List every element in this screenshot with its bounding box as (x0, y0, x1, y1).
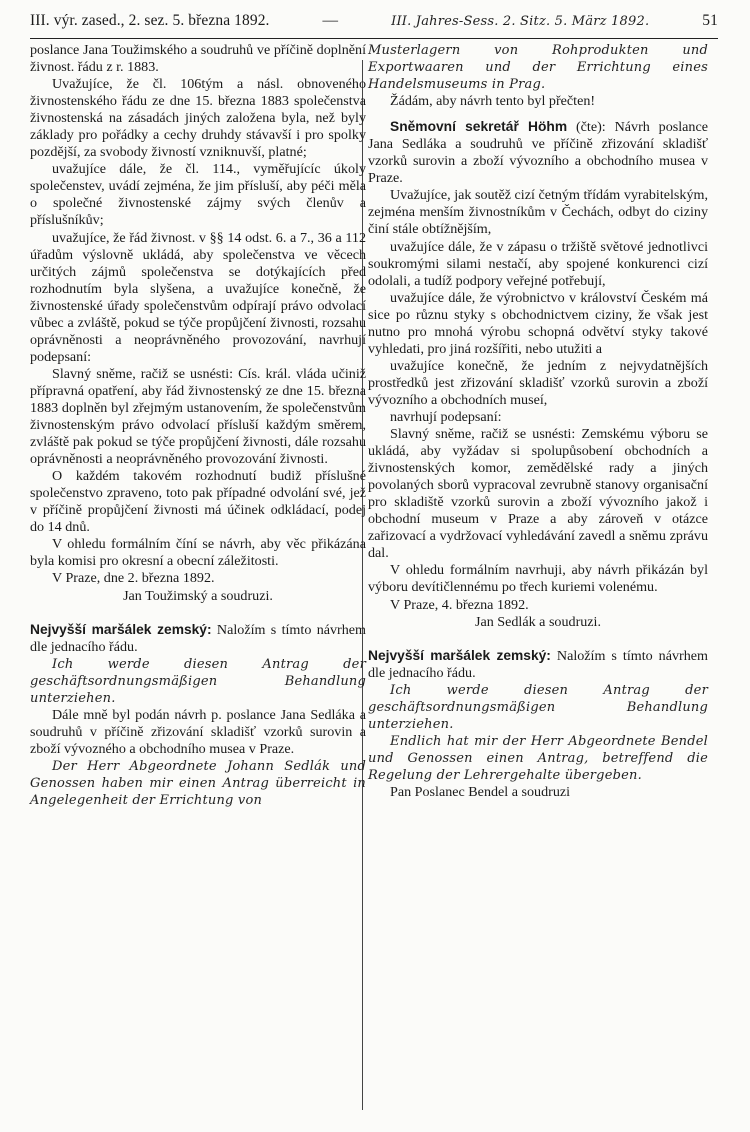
paragraph: uvažujíce dále, že výrobnictvo v království Českém má sice po různu styky s obchodnictvem ciziny, že však jest nutno pro mnohá výrobu schopná odvětví styky takové vyhledati, pro jiná rozšířiti, nebo utužiti a (368, 289, 708, 357)
paragraph: poslance Jana Toužimského a soudruhů ve příčině doplnění živnost. řádu z r. 1883. (30, 42, 366, 76)
signature: Jan Sedlák a soudruzi. (474, 613, 602, 630)
header-dash: — (322, 12, 339, 29)
paragraph: Slavný sněme, račiž se usnésti: Zemskému výboru se ukládá, aby vyžádav si spolupůsobení obchodních a živnostenských komor, zemědělské rady a jiných povolaných sborů vypracoval zevrubně stanovy organisační pro skladiště vzorků surovin a zboží vývozního jakož i obchodní museum v Praze a aby zároveň v otázce zařizovací a vydržovací vyhledávání zavedl a sněmu zprávu dal. (368, 426, 708, 562)
paragraph: Uvažujíce, jak soutěž cizí četným třídám vyrabitelským, zejména menším živnostníkům v Čechách, odbyt do ciziny činí stále obtížnějším, (368, 187, 708, 238)
paragraph: uvažujíce dále, že v zápasu o tržiště světové jednotlivci soukromými silami nestačí, aby spojené konkurenci cizí odolali, a tudíž podpory veřejné potřebují, (368, 238, 708, 289)
speech-text: Naložím s tímto návrhem dle jednacího řádu. (30, 621, 367, 655)
right-column (368, 42, 708, 801)
header-czech: III. výr. zased., 2. sez. 5. března 1892. (30, 12, 270, 29)
date-line: V Praze, 4. března 1892. (390, 596, 529, 613)
paragraph: V ohledu formálním číní se návrh, aby věc přikázána byla komisi pro okresní a obecní záležitosti. (30, 536, 366, 570)
paragraph: O každém takovém rozhodnutí budiž příslušné společenstvo zpraveno, toto pak případné odvolání své, jež v příčině propůjčení živnosti má účinek odkládací, podej do 14 dnů. (30, 468, 366, 536)
german-paragraph: Der Herr Abgeordnete Johann Sedlák und Genossen haben mir einen Antrag überreicht in Angelegenheit der Errichtung von (30, 758, 366, 809)
signature: Jan Toužimský a soudruzi. (123, 587, 273, 604)
speaker-name: Sněmovní sekretář Höhm (390, 119, 568, 135)
paragraph: Žádám, aby návrh tento byl přečten! (390, 93, 596, 110)
speaker-paragraph (30, 621, 366, 656)
page-number: 51 (702, 12, 718, 29)
speaker-paragraph (368, 118, 708, 187)
paragraph: Pan Poslanec Bendel a soudruzi (390, 783, 571, 800)
german-paragraph: Ich werde diesen Antrag der geschäftsordnungsmäßigen Behandlung unterziehen. (30, 656, 366, 706)
paragraph: Uvažujíce, že čl. 106tým a násl. obnoveného živnostenského řádu ze dne 15. března 1883 společenstva živnostenská na zásadách jiných založena byla, než byly základy pro pořádky a cechy druhdy stávavší i pro spolky pozdější, za svobody živností vzniknuvší, platné; (30, 76, 366, 161)
header-german: III. Jahres-Sess. 2. Sitz. 5. März 1892. (391, 14, 650, 29)
speech-text: (čte): Návrh poslance Jana Sedláka a soudruhů ve příčině zřizování skladišť vzorků surovin a zboží vývozního a obchodního musea v Praze. (368, 119, 708, 187)
paragraph: uvažujíce konečně, že jedním z nejvydatnějších prostředků jest zřizování skladišť vzorků surovin a zboží vývozního a obchodních museí, (368, 357, 708, 408)
date-line: V Praze, dne 2. března 1892. (52, 570, 215, 587)
page-header (30, 12, 718, 39)
left-column (30, 42, 366, 809)
speaker-paragraph (368, 647, 708, 682)
paragraph: navrhují podepsaní: (390, 408, 502, 425)
german-paragraph: Ich werde diesen Antrag der geschäftsordnungsmäßigen Behandlung unterziehen. (368, 682, 708, 732)
paragraph: Slavný sněme, račiž se usnésti: Cís. král. vláda učiniž přípravná opatření, aby řád živnostenský ze dne 15. března 1883 doplněn byl zřejmým ustanovením, že společenstvům živnostenským právo odvolací přísluší každým směrem, zvláště pak pokud se týče propůjčení živnosti, dále rozsahu oprávněnosti a neoprávněného provozování živnosti. (30, 365, 366, 468)
paragraph: V ohledu formálním navrhuji, aby návrh přikázán byl výboru devítičlennému po třech kuriemi volenému. (368, 562, 708, 596)
paragraph: Dále mně byl podán návrh p. poslance Jana Sedláka a soudruhů v příčině zřizování skladišť vzorků surovin a zboží vývozného a obchodního musea v Praze. (30, 706, 366, 757)
paragraph: uvažujíce dále, že čl. 114., vyměřujícíc úkoly společenstev, uvádí zejména, že jim přísluší, aby péči měla o společné živnostenské zájmy svých členův a příslušníkův; (30, 161, 366, 229)
speaker-name: Nejvyšší maršálek zemský: (368, 647, 551, 663)
speaker-name: Nejvyšší maršálek zemský: (30, 621, 212, 637)
german-paragraph: Musterlagern von Rohprodukten und Exportwaaren und der Errichtung eines Handelsmuseums in Prag. (368, 43, 708, 93)
paragraph: uvažujíce, že řád živnost. v §§ 14 odst. 6. a 7., 36 a 112 úřadům výslovně ukládá, aby společenstva ve věcech určitých zájmů společenstva se dotýkajících před rozhodnutím byla slyšena, a uvažujíce konečně, že živnostenské úřady společenstvům odpírají právo odvolací vůbec a zvláště, pokud se týče propůjčení živnosti, rozsahu oprávněnosti a neoprávněného provozování, navrhují podepsaní: (30, 229, 366, 365)
german-paragraph: Endlich hat mir der Herr Abgeordnete Bendel und Genossen einen Antrag, betreffend die Regelung der Lehrergehalte übergeben. (368, 733, 708, 783)
speech-text: Naložím s tímto návrhem dle jednacího řádu. (368, 647, 708, 681)
